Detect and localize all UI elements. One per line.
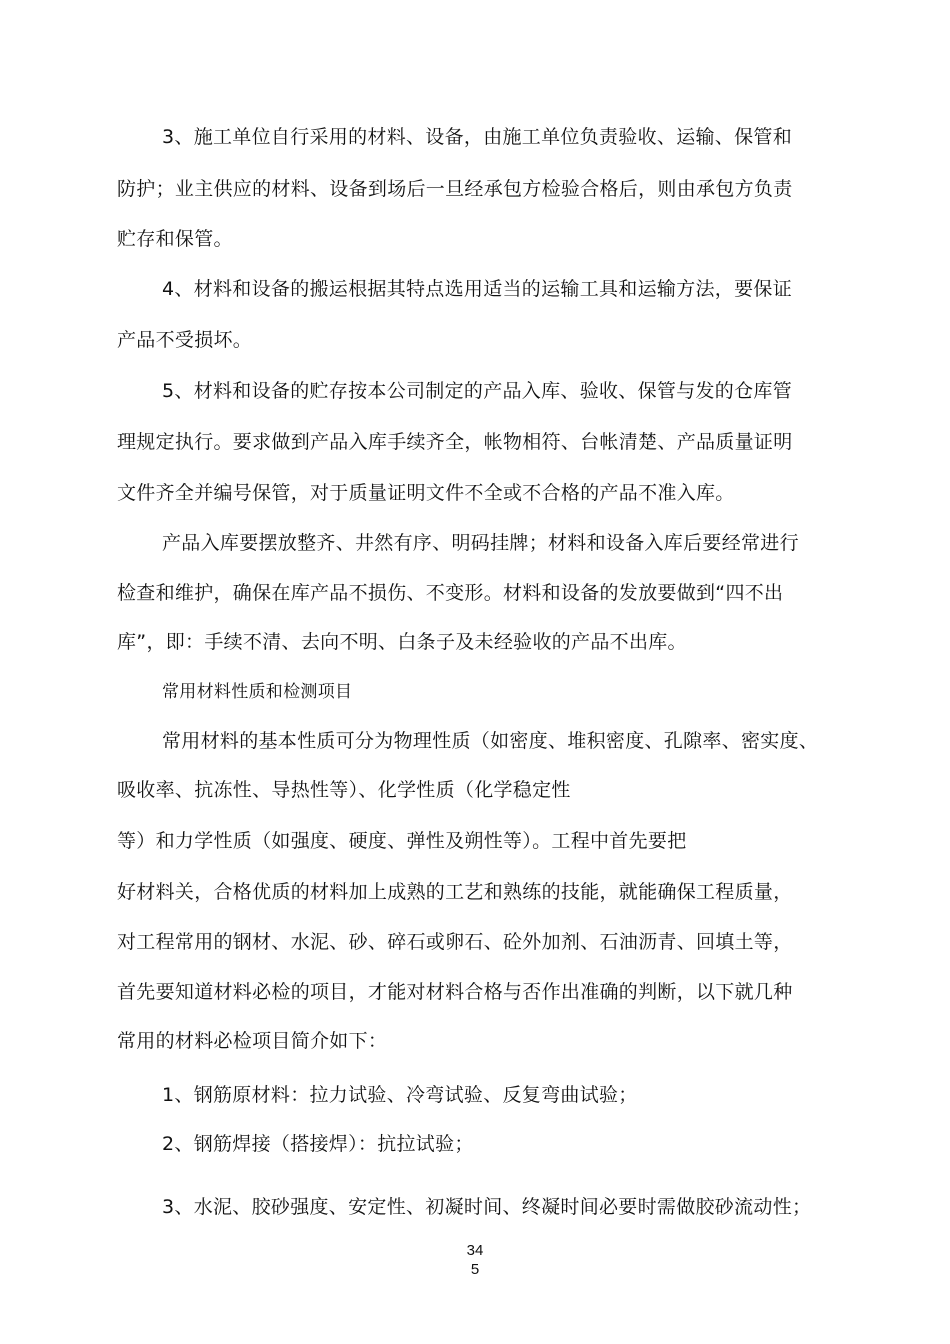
paragraph-line: 库”，即：手续不清、去向不明、白条子及未经验收的产品不出库。 (117, 631, 687, 653)
paragraph-line: 产品不受损坏。 (117, 329, 253, 351)
list-item: 1、钢筋原材料：拉力试验、冷弯试验、反复弯曲试验； (162, 1084, 638, 1106)
paragraph-line: 文件齐全并编号保管，对于质量证明文件不全或不合格的产品不准入库。 (117, 482, 735, 504)
list-item: 2、钢筋焊接（搭接焊）：抗拉试验； (162, 1133, 474, 1155)
paragraph-line: 4、材料和设备的搬运根据其特点选用适当的运输工具和运输方法，要保证 (162, 278, 792, 300)
paragraph-line: 产品入库要摆放整齐、井然有序、明码挂牌；材料和设备入库后要经常进行 (162, 532, 799, 554)
paragraph-line: 贮存和保管。 (117, 228, 233, 250)
paragraph-line: 好材料关，合格优质的材料加上成熟的工艺和熟练的技能，就能确保工程质量， (117, 881, 793, 903)
page-number-suffix: 5 (470, 1261, 480, 1278)
paragraph-line: 3、施工单位自行采用的材料、设备，由施工单位负责验收、运输、保管和 (162, 126, 792, 148)
page-number: 34 (466, 1242, 484, 1259)
paragraph-line: 等）和力学性质（如强度、硬度、弹性及朔性等）。工程中首先要把 (117, 830, 687, 852)
paragraph-line: 检查和维护，确保在库产品不损伤、不变形。材料和设备的发放要做到“四不出 (117, 582, 784, 604)
paragraph-line: 5、材料和设备的贮存按本公司制定的产品入库、验收、保管与发的仓库管 (162, 380, 792, 402)
paragraph-line: 防护；业主供应的材料、设备到场后一旦经承包方检验合格后，则由承包方负责 (117, 178, 793, 200)
section-heading: 常用材料性质和检测项目 (162, 682, 353, 702)
paragraph-line: 常用材料的基本性质可分为物理性质（如密度、堆积密度、孔隙率、密实度、 (162, 730, 819, 752)
paragraph-line: 吸收率、抗冻性、导热性等）、化学性质（化学稳定性 (117, 779, 571, 801)
paragraph-line: 对工程常用的钢材、水泥、砂、碎石或卵石、砼外加剂、石油沥青、回填土等， (117, 931, 793, 953)
list-item: 3、水泥、胶砂强度、安定性、初凝时间、终凝时间必要时需做胶砂流动性； (162, 1196, 812, 1218)
paragraph-line: 常用的材料必检项目简介如下： (117, 1030, 388, 1052)
paragraph-line: 首先要知道材料必检的项目，才能对材料合格与否作出准确的判断，以下就几种 (117, 981, 793, 1003)
paragraph-line: 理规定执行。要求做到产品入库手续齐全，帐物相符、台帐清楚、产品质量证明 (117, 431, 793, 453)
